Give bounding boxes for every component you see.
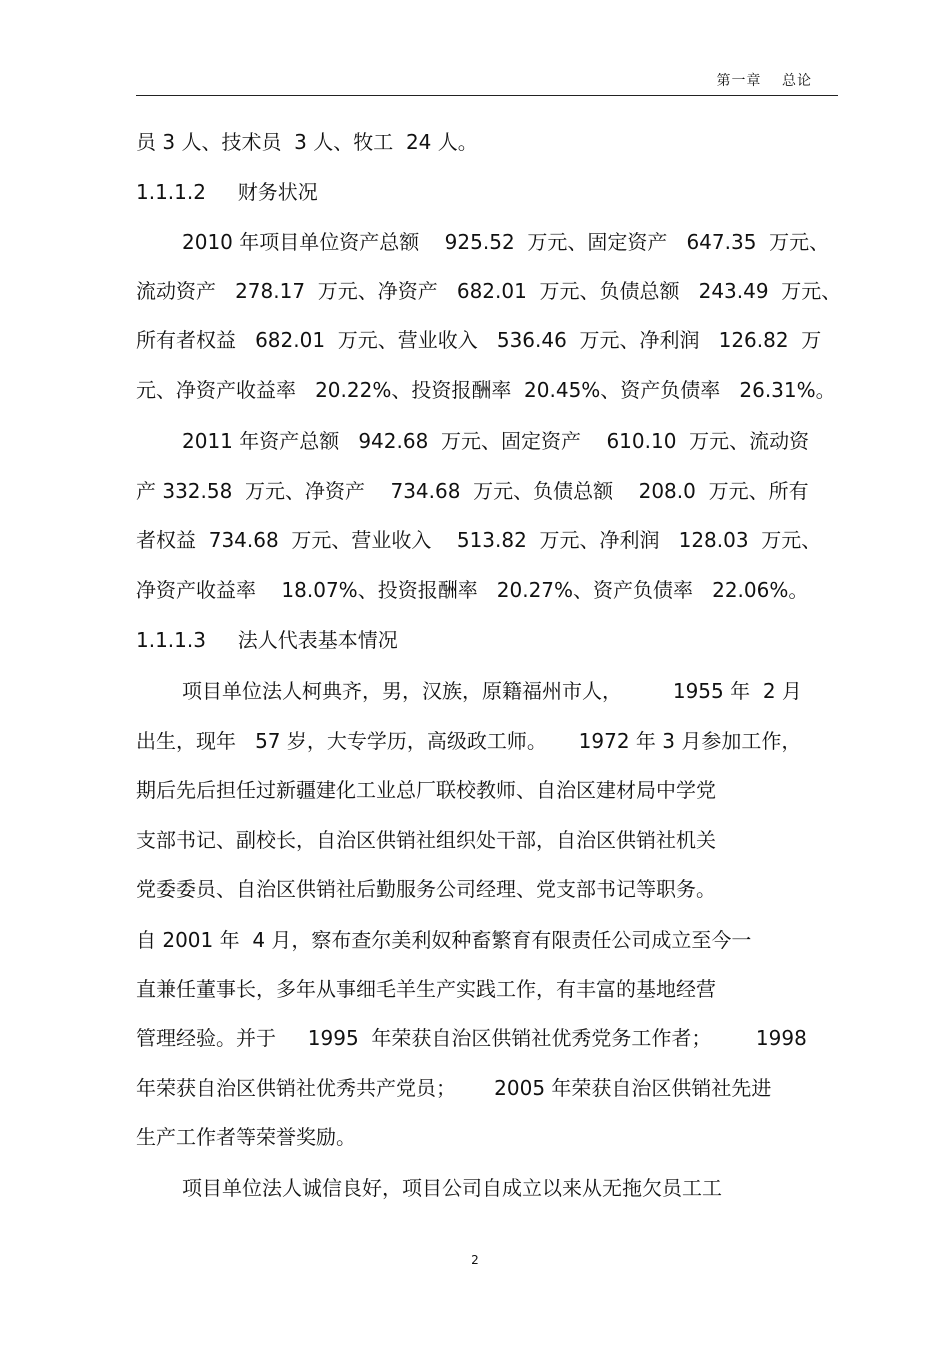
text-line: 流动资产 278.17 万元、净资产 682.01 万元、负债总额 243.49 万元、 bbox=[136, 279, 842, 303]
page-header bbox=[136, 62, 838, 96]
section-heading: 1.1.1.2 财务状况 bbox=[136, 180, 318, 204]
text-line: 年荣获自治区供销社优秀共产党员； 2005 年荣获自治区供销社先进 bbox=[136, 1076, 772, 1100]
text-line: 元、净资产收益率 20.22%、投资报酬率 20.45%、资产负债率 26.31%。 bbox=[136, 378, 836, 402]
text-line: 所有者权益 682.01 万元、营业收入 536.46 万元、净利润 126.82 万 bbox=[136, 328, 822, 352]
text-line: 党委委员、自治区供销社后勤服务公司经理、党支部书记等职务。 bbox=[136, 877, 716, 901]
text-line: 管理经验。并于 1995 年荣获自治区供销社优秀党务工作者； 1998 bbox=[136, 1026, 807, 1050]
text-line: 者权益 734.68 万元、营业收入 513.82 万元、净利润 128.03 万元、 bbox=[136, 528, 822, 552]
header-chapter-title: 第一章 总论 bbox=[716, 73, 812, 89]
text-line: 项目单位法人柯典齐，男，汉族，原籍福州市人， 1955 年 2 月 bbox=[182, 679, 802, 703]
text-line: 2010 年项目单位资产总额 925.52 万元、固定资产 647.35 万元、 bbox=[182, 230, 830, 254]
text-line: 生产工作者等荣誉奖励。 bbox=[136, 1125, 356, 1149]
text-line: 产 332.58 万元、净资产 734.68 万元、负债总额 208.0 万元、所有 bbox=[136, 479, 809, 503]
text-line: 项目单位法人诚信良好，项目公司自成立以来从无拖欠员工工 bbox=[182, 1176, 722, 1200]
text-line: 员 3 人、技术员 3 人、牧工 24 人。 bbox=[136, 130, 478, 154]
section-heading: 1.1.1.3 法人代表基本情况 bbox=[136, 628, 398, 652]
text-line: 出生，现年 57 岁，大专学历，高级政工师。 1972 年 3 月参加工作， bbox=[136, 729, 802, 753]
text-line: 净资产收益率 18.07%、投资报酬率 20.27%、资产负债率 22.06%。 bbox=[136, 578, 809, 602]
text-line: 2011 年资产总额 942.68 万元、固定资产 610.10 万元、流动资 bbox=[182, 429, 810, 453]
text-line: 自 2001 年 4 月，察布查尔美利奴种畜繁育有限责任公司成立至今一 bbox=[136, 928, 752, 952]
text-line: 支部书记、副校长，自治区供销社组织处干部，自治区供销社机关 bbox=[136, 828, 716, 852]
page-number: 2 bbox=[471, 1253, 479, 1267]
text-line: 直兼任董事长，多年从事细毛羊生产实践工作，有丰富的基地经营 bbox=[136, 977, 716, 1001]
text-line: 期后先后担任过新疆建化工业总厂联校教师、自治区建材局中学党 bbox=[136, 778, 716, 802]
